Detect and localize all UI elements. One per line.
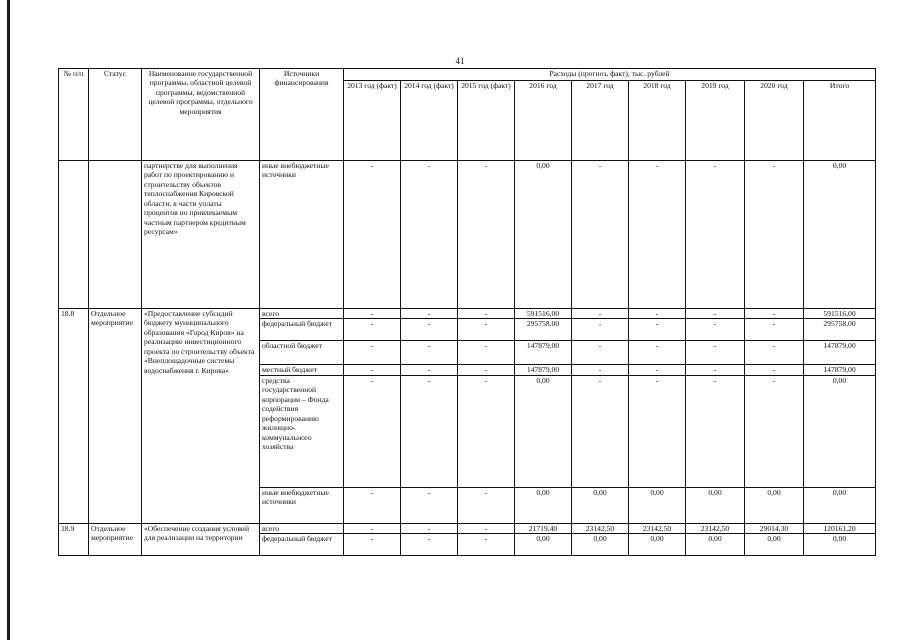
cell-value: - <box>458 319 515 341</box>
cell-value: - <box>344 161 401 309</box>
table-row <box>59 309 876 319</box>
cell-source: средства государственной корпорации – Фонда содействия реформированию жилищно-коммунального хозяйства <box>260 375 344 487</box>
cell-value: 147879,00 <box>515 341 572 365</box>
cell-total: 147879,00 <box>804 365 876 375</box>
header-num: № п/п <box>59 69 89 161</box>
cell-value: - <box>458 534 515 556</box>
header-year: 2018 год <box>629 81 686 161</box>
cell-value: - <box>745 309 804 319</box>
cell-total: 147879,00 <box>804 341 876 365</box>
header-name: Наименование государственной программы, областной целевой программы, ведомственной целевой программы, отдельного мероприятия <box>142 69 260 161</box>
cell-value: - <box>745 375 804 487</box>
cell-value: - <box>686 319 745 341</box>
header-year: 2015 год (факт) <box>458 81 515 161</box>
cell-value: - <box>458 161 515 309</box>
cell-value: - <box>344 375 401 487</box>
cell-value: 23142,50 <box>629 523 686 533</box>
cell-value: - <box>344 341 401 365</box>
cell-num <box>59 161 89 309</box>
page-number: 41 <box>455 56 465 66</box>
header-year: 2014 год (факт) <box>401 81 458 161</box>
cell-source: иные внебюджетные источники <box>260 161 344 309</box>
cell-value: 29014,30 <box>745 523 804 533</box>
cell-status <box>89 161 142 309</box>
header-year: 2013 год (факт) <box>344 81 401 161</box>
cell-total: 0,00 <box>804 375 876 487</box>
cell-source: иные внебюджетные источники <box>260 487 344 523</box>
cell-value: - <box>572 375 629 487</box>
cell-value: - <box>401 365 458 375</box>
header-year: 2019 год <box>686 81 745 161</box>
cell-value: - <box>629 375 686 487</box>
cell-value: - <box>458 523 515 533</box>
cell-value: 0,00 <box>629 534 686 556</box>
cell-value: - <box>629 309 686 319</box>
cell-value: - <box>629 341 686 365</box>
cell-value: - <box>745 161 804 309</box>
cell-value: - <box>745 365 804 375</box>
cell-total: 120161,20 <box>804 523 876 533</box>
cell-value: 295758,00 <box>515 319 572 341</box>
cell-value: - <box>572 341 629 365</box>
binding-edge <box>7 0 10 640</box>
cell-value: - <box>458 309 515 319</box>
cell-num: 18.9 <box>59 523 89 555</box>
cell-value: - <box>344 319 401 341</box>
cell-value: 0,00 <box>515 487 572 523</box>
cell-value: - <box>401 341 458 365</box>
cell-value: - <box>686 341 745 365</box>
cell-total: 591516,00 <box>804 309 876 319</box>
cell-num: 18.8 <box>59 309 89 524</box>
header-expenses: Расходы (прогноз, факт), тыс. рублей <box>344 69 876 81</box>
cell-value: 0,00 <box>572 534 629 556</box>
cell-value: - <box>401 319 458 341</box>
cell-value: 0,00 <box>629 487 686 523</box>
cell-value: 0,00 <box>515 534 572 556</box>
table-row <box>59 161 876 309</box>
cell-total: 295758,00 <box>804 319 876 341</box>
cell-total: 0,00 <box>804 161 876 309</box>
cell-total: 0,00 <box>804 534 876 556</box>
cell-value: - <box>686 161 745 309</box>
cell-value: - <box>401 161 458 309</box>
cell-value: - <box>572 161 629 309</box>
cell-source: всего <box>260 309 344 319</box>
cell-name: «Предоставление субсидий бюджету муниципального образования «Город Киров» на реализацию инвестиционного проекта по строительству объекта «Внеплощадочные системы водоснабжения г. Кирова» <box>142 309 260 524</box>
cell-value: - <box>401 534 458 556</box>
cell-value: - <box>572 309 629 319</box>
cell-source: федеральный бюджет <box>260 534 344 556</box>
cell-status: Отдельное мероприятие <box>89 523 142 555</box>
cell-value: - <box>401 487 458 523</box>
cell-source: федеральный бюджет <box>260 319 344 341</box>
cell-value: - <box>344 365 401 375</box>
cell-source: местный бюджет <box>260 365 344 375</box>
cell-value: - <box>344 534 401 556</box>
cell-value: - <box>344 487 401 523</box>
header-total: Итого <box>804 81 876 161</box>
cell-value: - <box>686 375 745 487</box>
cell-value: - <box>344 523 401 533</box>
cell-status: Отдельное мероприятие <box>89 309 142 524</box>
cell-value: - <box>686 365 745 375</box>
cell-value: 0,00 <box>515 375 572 487</box>
cell-value: - <box>572 365 629 375</box>
cell-value: 147879,00 <box>515 365 572 375</box>
cell-value: 21719,40 <box>515 523 572 533</box>
cell-value: - <box>344 309 401 319</box>
header-year: 2016 год <box>515 81 572 161</box>
cell-value: 0,00 <box>572 487 629 523</box>
cell-value: - <box>572 319 629 341</box>
cell-value: 0,00 <box>745 534 804 556</box>
cell-source: областной бюджет <box>260 341 344 365</box>
cell-value: 23142,50 <box>572 523 629 533</box>
cell-value: - <box>458 365 515 375</box>
table-row <box>59 523 876 533</box>
cell-value: - <box>686 309 745 319</box>
cell-name: партнерстве для выполнения работ по проектированию и строительству объектов теплоснабжения Кировской области, в части уплаты процентов по привлекаемым частным партнером кредитным ресурсам» <box>142 161 260 309</box>
cell-value: 0,00 <box>515 161 572 309</box>
cell-value: 23142,50 <box>686 523 745 533</box>
header-source: Источники финансирования <box>260 69 344 161</box>
cell-value: - <box>629 319 686 341</box>
header-year: 2020 год <box>745 81 804 161</box>
cell-value: - <box>458 341 515 365</box>
cell-value: - <box>458 487 515 523</box>
cell-value: - <box>629 161 686 309</box>
cell-value: - <box>458 375 515 487</box>
header-status: Статус <box>89 69 142 161</box>
cell-source: всего <box>260 523 344 533</box>
cell-value: - <box>745 341 804 365</box>
cell-value: - <box>745 319 804 341</box>
cell-total: 0,00 <box>804 487 876 523</box>
cell-value: 0,00 <box>686 487 745 523</box>
cell-value: 0,00 <box>745 487 804 523</box>
cell-name: «Обеспечение создания условий для реализации на территории <box>142 523 260 555</box>
cell-value: - <box>401 523 458 533</box>
cell-value: - <box>629 365 686 375</box>
cell-value: 0,00 <box>686 534 745 556</box>
cell-value: 591516,00 <box>515 309 572 319</box>
cell-value: - <box>401 309 458 319</box>
cell-value: - <box>401 375 458 487</box>
budget-table <box>58 68 876 556</box>
header-year: 2017 год <box>572 81 629 161</box>
